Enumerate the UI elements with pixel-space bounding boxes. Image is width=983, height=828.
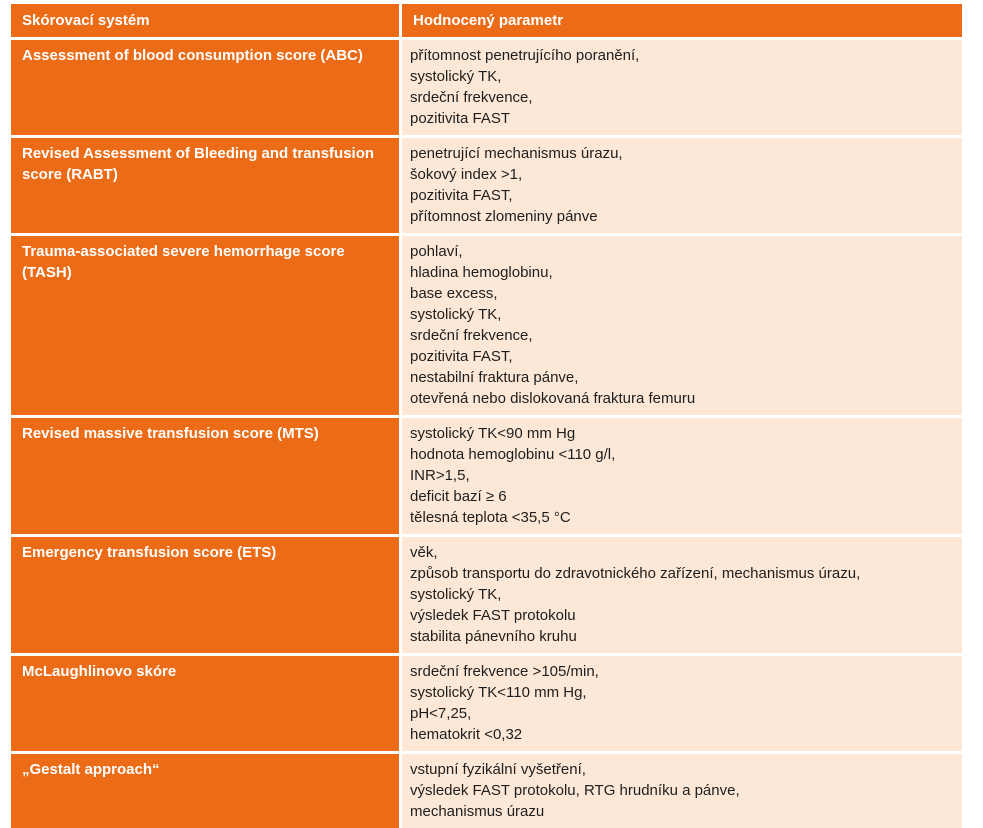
parameter-line: hematokrit <0,32 xyxy=(410,726,523,743)
header-scoring-system: Skórovací systém xyxy=(11,4,402,40)
evaluated-parameters-cell xyxy=(402,236,962,418)
parameter-line: pozitivita FAST, xyxy=(410,348,513,365)
table-row xyxy=(11,40,962,138)
parameter-line: pohlaví, xyxy=(410,243,463,260)
table-row xyxy=(11,656,962,754)
table-row xyxy=(11,236,962,418)
parameter-line: systolický TK, xyxy=(410,306,502,323)
evaluated-parameters-cell xyxy=(402,418,962,537)
scoring-system-name: Assessment of blood consumption score (ABC) xyxy=(11,40,402,138)
parameter-line: INR>1,5, xyxy=(410,467,470,484)
scoring-table-wrapper xyxy=(11,4,962,828)
scoring-system-name: Trauma-associated severe hemorrhage score (TASH) xyxy=(11,236,402,418)
table-row xyxy=(11,754,962,828)
parameter-line: mechanismus úrazu xyxy=(410,803,545,820)
parameter-line: výsledek FAST protokolu xyxy=(410,607,576,624)
parameter-line: věk, xyxy=(410,544,438,561)
parameter-line: systolický TK, xyxy=(410,586,502,603)
parameter-line: systolický TK<110 mm Hg, xyxy=(410,684,587,701)
parameter-line: stabilita pánevního kruhu xyxy=(410,628,577,645)
evaluated-parameters-cell xyxy=(402,754,962,828)
header-evaluated-parameter: Hodnocený parametr xyxy=(402,4,962,40)
parameter-line: otevřená nebo dislokovaná fraktura femuru xyxy=(410,390,696,407)
parameter-line: vstupní fyzikální vyšetření, xyxy=(410,761,586,778)
evaluated-parameters-cell xyxy=(402,40,962,138)
table-row xyxy=(11,537,962,656)
parameter-line: pozitivita FAST, xyxy=(410,187,513,204)
table-body xyxy=(11,40,962,828)
parameter-line: systolický TK<90 mm Hg xyxy=(410,425,576,442)
scoring-system-name: Emergency transfusion score (ETS) xyxy=(11,537,402,656)
parameter-line: přítomnost penetrujícího poranění, xyxy=(410,47,640,64)
parameter-line: pozitivita FAST xyxy=(410,110,511,127)
parameter-line: výsledek FAST protokolu, RTG hrudníku a pánve, xyxy=(410,782,740,799)
scoring-systems-table xyxy=(11,4,962,828)
parameter-line: penetrující mechanismus úrazu, xyxy=(410,145,623,162)
parameter-line: srdeční frekvence, xyxy=(410,89,533,106)
parameter-line: způsob transportu do zdravotnického zařízení, mechanismus úrazu, xyxy=(410,565,861,582)
evaluated-parameters-cell xyxy=(402,656,962,754)
parameter-line: pH<7,25, xyxy=(410,705,472,722)
parameter-line: hladina hemoglobinu, xyxy=(410,264,553,281)
parameter-line: deficit bazí ≥ 6 xyxy=(410,488,507,505)
table-header-row xyxy=(11,4,962,40)
parameter-line: srdeční frekvence >105/min, xyxy=(410,663,599,680)
parameter-line: nestabilní fraktura pánve, xyxy=(410,369,579,386)
evaluated-parameters-cell xyxy=(402,138,962,236)
scoring-system-name: Revised Assessment of Bleeding and transfusion score (RABT) xyxy=(11,138,402,236)
parameter-line: přítomnost zlomeniny pánve xyxy=(410,208,598,225)
table-row xyxy=(11,418,962,537)
parameter-line: tělesná teplota <35,5 °C xyxy=(410,509,571,526)
parameter-line: srdeční frekvence, xyxy=(410,327,533,344)
scoring-system-name: McLaughlinovo skóre xyxy=(11,656,402,754)
parameter-line: šokový index >1, xyxy=(410,166,523,183)
parameter-line: hodnota hemoglobinu <110 g/l, xyxy=(410,446,616,463)
parameter-line: base excess, xyxy=(410,285,498,302)
parameter-line: systolický TK, xyxy=(410,68,502,85)
evaluated-parameters-cell xyxy=(402,537,962,656)
table-row xyxy=(11,138,962,236)
scoring-system-name: „Gestalt approach“ xyxy=(11,754,402,828)
scoring-system-name: Revised massive transfusion score (MTS) xyxy=(11,418,402,537)
